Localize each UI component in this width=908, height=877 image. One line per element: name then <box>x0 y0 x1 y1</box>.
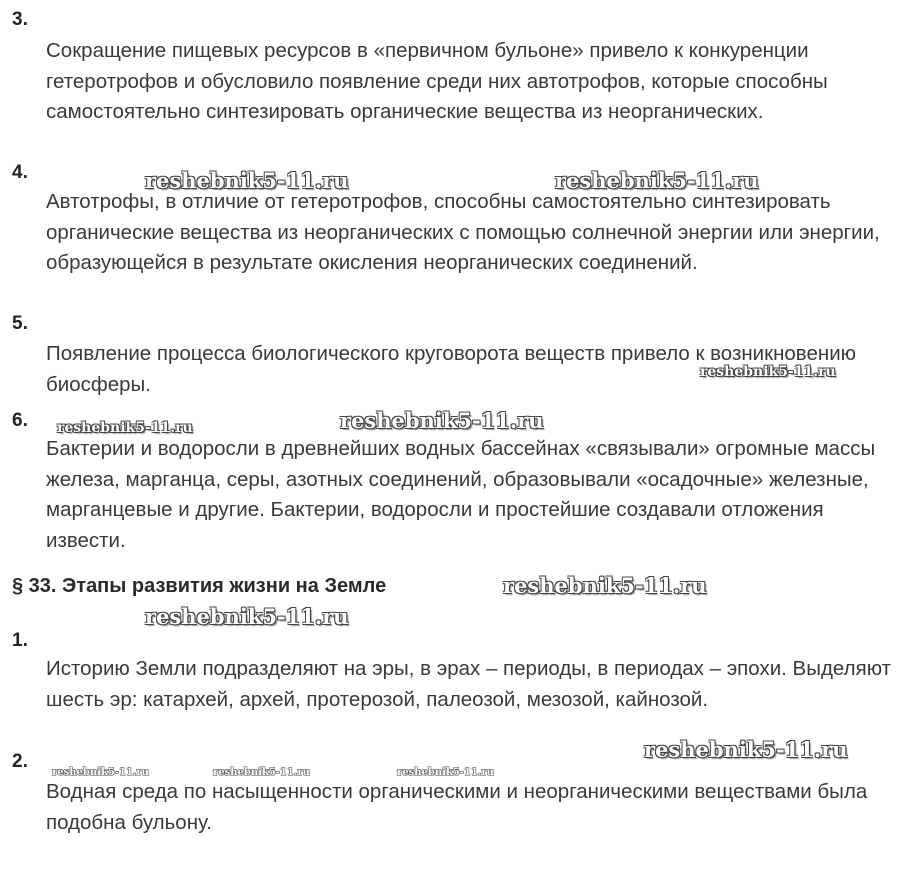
watermark: reshebnik5-11.ru <box>700 364 836 380</box>
watermark: reshebnik5-11.ru <box>213 767 310 778</box>
item-number: 1. <box>12 630 28 651</box>
answer-paragraph: Сокращение пищевых ресурсов в «первичном бульоне» привело к конкуренции гетеротрофов и обусловило появление среди них автотрофов, которые способны самостоятельно синтезировать органические вещества из неорганических. <box>46 39 828 123</box>
section-heading: § 33. Этапы развития жизни на Земле <box>12 575 387 597</box>
answer-paragraph: Бактерии и водоросли в древнейших водных бассейнах «связывали» огромные массы железа, марганца, серы, азотных соединений, образовывали «осадочные» железные, марганцевые и другие. Бактерии, водоросли и простейшие создавали отложения извести. <box>46 437 876 552</box>
watermark: reshebnik5-11.ru <box>145 604 349 629</box>
watermark: reshebnik5-11.ru <box>555 168 759 193</box>
item-number: 5. <box>12 313 28 334</box>
watermark: reshebnik5-11.ru <box>145 168 349 193</box>
item-number: 2. <box>12 751 28 772</box>
answer-paragraph: Появление процесса биологического круговорота веществ привело к возникновению биосферы. <box>46 342 857 396</box>
watermark: reshebnik5-11.ru <box>397 767 494 778</box>
item-number: 6. <box>12 410 28 431</box>
watermark: reshebnik5-11.ru <box>644 737 848 762</box>
answer-paragraph: Автотрофы, в отличие от гетеротрофов, способны самостоятельно синтезировать органические вещества из неорганических с помощью солнечной энергии или энергии, образующейся в результате окисления неорганических соединений. <box>46 190 880 274</box>
item-number: 3. <box>12 9 28 30</box>
item-number: 4. <box>12 162 28 183</box>
watermark: reshebnik5-11.ru <box>57 420 193 436</box>
watermark: reshebnik5-11.ru <box>52 767 149 778</box>
watermark: reshebnik5-11.ru <box>340 408 544 433</box>
watermark: reshebnik5-11.ru <box>503 573 707 598</box>
answer-paragraph: Водная среда по насыщенности органическими и неорганическими веществами была подобна бульону. <box>46 780 868 834</box>
answer-paragraph: Историю Земли подразделяют на эры, в эрах – периоды, в периодах – эпохи. Выделяют шесть эр: катархей, архей, протерозой, палеозой, мезозой, кайнозой. <box>46 657 892 711</box>
